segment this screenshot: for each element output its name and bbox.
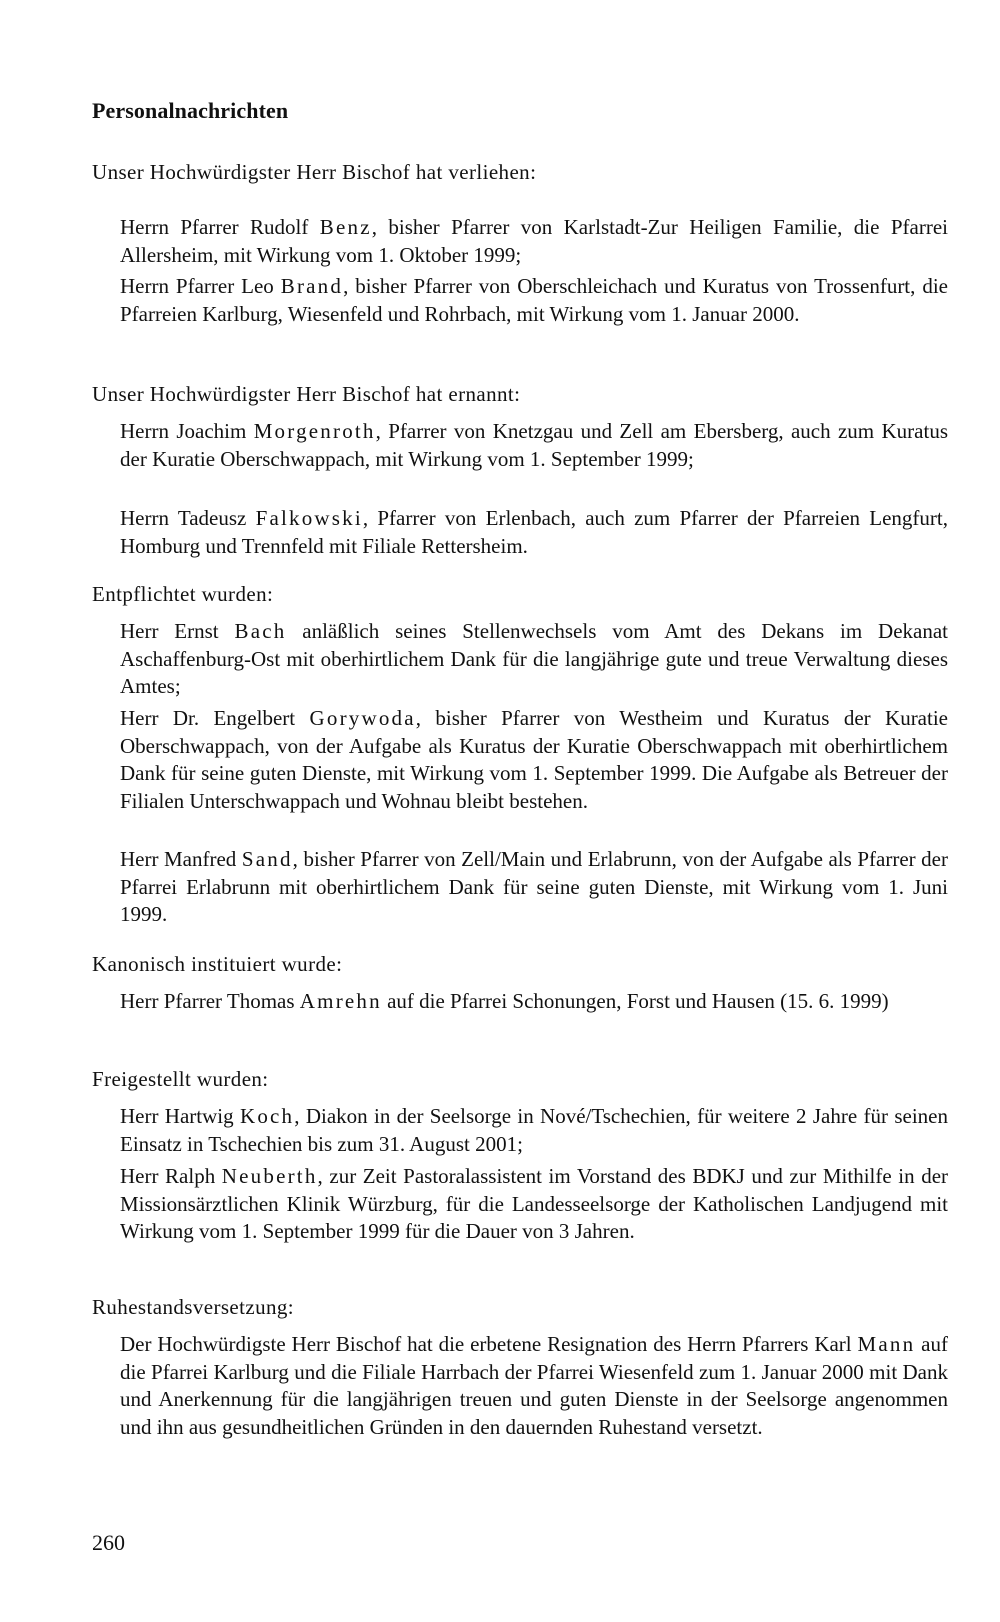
entry-mann: Der Hochwürdigste Herr Bischof hat die erbetene Resignation des Herrn Pfarrers Karl Mann auf die Pfarrei Karlburg und die Filiale Harrbach der Pfarrei Wiesenfeld zum 1. Januar 2000 mit Dank und Anerkennung für die langjährigen treuen und guten Dienste in der Seelsorge angenommen und ihn aus gesundheitlichen Gründen in den dauernden Ruhestand versetzt. xyxy=(120,1332,948,1439)
person-name: Amrehn xyxy=(299,989,382,1013)
entry-morgenroth: Herrn Joachim Morgenroth, Pfarrer von Knetzgau und Zell am Ebersberg, auch zum Kuratus der Kuratie Oberschwappach, mit Wirkung vom 1. September 1999; xyxy=(120,419,948,471)
person-name: Neuberth xyxy=(221,1164,318,1188)
person-name: Gorywoda xyxy=(309,706,416,730)
entry-bach: Herr Ernst Bach anläßlich seines Stellenwechsels vom Amt des Dekans im Dekanat Aschaffenburg-Ost mit oberhirtlichem Dank für die langjährige gute und treue Verwaltung dieses Amtes; xyxy=(120,619,948,698)
person-name: Morgenroth xyxy=(253,419,376,443)
person-name: Mann xyxy=(857,1332,916,1356)
entry-brand: Herrn Pfarrer Leo Brand, bisher Pfarrer von Oberschleichach und Kuratus von Trossenfurt, die Pfarreien Karlburg, Wiesenfeld und Rohrbach, mit Wirkung vom 1. Januar 2000. xyxy=(120,274,948,326)
entry-sand: Herr Manfred Sand, bisher Pfarrer von Zell/Main und Erlabrunn, von der Aufgabe als Pfarrer der Pfarrei Erlabrunn mit oberhirtlichem Dank für seine guten Dienste, mit Wirkung vom 1. Juni 1999. xyxy=(120,847,948,926)
section-heading-verliehen: Unser Hochwürdigster Herr Bischof hat verliehen: xyxy=(92,160,537,184)
section-heading-ruhestand: Ruhestandsversetzung: xyxy=(92,1295,295,1319)
section-heading-freigestellt: Freigestellt wurden: xyxy=(92,1067,269,1091)
person-name: Benz xyxy=(319,215,372,239)
entry-benz: Herrn Pfarrer Rudolf Benz, bisher Pfarrer von Karlstadt-Zur Heiligen Familie, die Pfarrei Allersheim, mit Wirkung vom 1. Oktober 1999; xyxy=(120,215,948,267)
section-heading-entpflichtet: Entpflichtet wurden: xyxy=(92,582,274,606)
section-heading-instituiert: Kanonisch instituiert wurde: xyxy=(92,952,343,976)
entry-neuberth: Herr Ralph Neuberth, zur Zeit Pastoralassistent im Vorstand des BDKJ und zur Mithilfe in der Missionsärztlichen Klinik Würzburg, für die Landesseelsorge der Katholischen Landjugend mit Wirkung vom 1. September 1999 für die Dauer von 3 Jahren. xyxy=(120,1164,949,1243)
person-name: Sand xyxy=(241,847,293,871)
entry-gorywoda: Herr Dr. Engelbert Gorywoda, bisher Pfarrer von Westheim und Kuratus der Kuratie Oberschwappach, von der Aufgabe als Kuratus der Kuratie Oberschwappach mit oberhirtlichem Dank für seine guten Dienste, mit Wirkung vom 1. September 1999. Die Aufgabe als Betreuer der Filialen Unterschwappach und Wohnau bleibt bestehen. xyxy=(120,706,948,813)
entry-koch: Herr Hartwig Koch, Diakon in der Seelsorge in Nové/Tschechien, für weitere 2 Jahre für seinen Einsatz in Tschechien bis zum 31. August 2001; xyxy=(120,1104,948,1156)
person-name: Koch xyxy=(239,1104,295,1128)
person-name: Brand xyxy=(280,274,344,298)
page-title: Personalnachrichten xyxy=(92,98,289,123)
entry-amrehn: Herr Pfarrer Thomas Amrehn auf die Pfarrei Schonungen, Forst und Hausen (15. 6. 1999) xyxy=(120,989,889,1013)
page-number: 260 xyxy=(92,1530,125,1555)
person-name: Bach xyxy=(234,619,287,643)
person-name: Falkowski xyxy=(255,506,363,530)
entry-falkowski: Herrn Tadeusz Falkowski, Pfarrer von Erlenbach, auch zum Pfarrer der Pfarreien Lengfurt, Homburg und Trennfeld mit Filiale Rettersheim. xyxy=(120,506,948,558)
section-heading-ernannt: Unser Hochwürdigster Herr Bischof hat ernannt: xyxy=(92,382,521,406)
